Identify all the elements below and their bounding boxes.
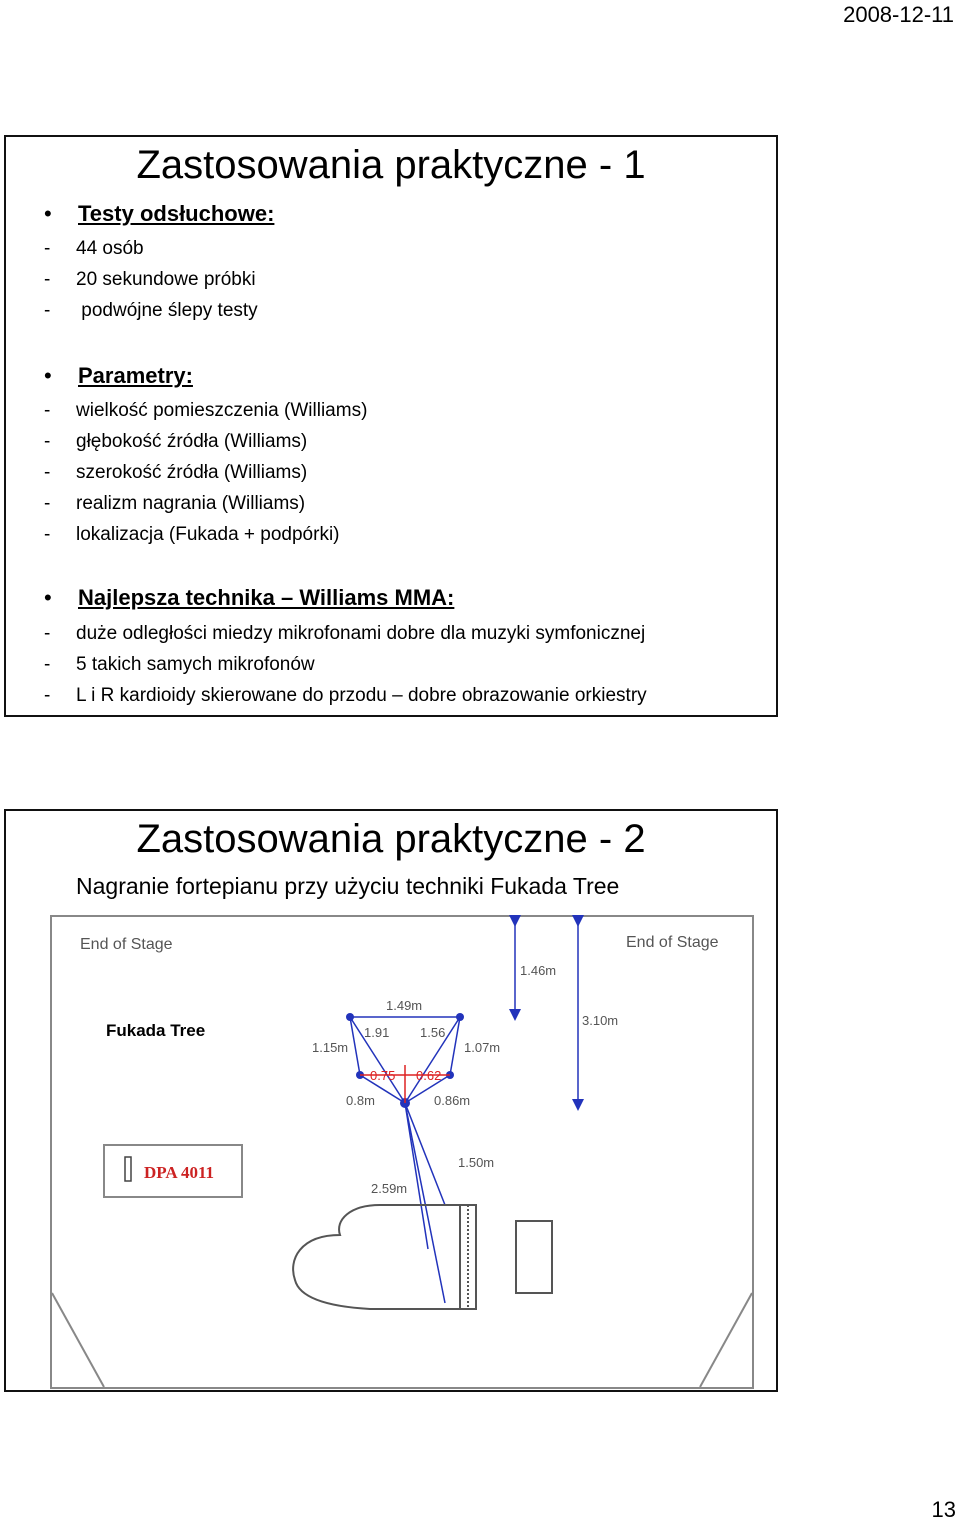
list-item: - wielkość pomieszczenia (Williams) xyxy=(44,400,368,421)
stage-corner-left xyxy=(52,1293,104,1387)
dim-107: 1.07m xyxy=(464,1040,501,1055)
dim-310: 3.10m xyxy=(582,1013,619,1028)
slide-2-subtitle: Nagranie fortepianu przy użyciu techniki Fukada Tree xyxy=(76,873,620,899)
stage-corner-right xyxy=(700,1293,752,1387)
dim-156: 1.56 xyxy=(420,1025,446,1040)
fukada-tree-label: Fukada Tree xyxy=(106,1021,206,1040)
section-list-tests xyxy=(44,233,258,326)
list-item: - realizm nagrania (Williams) xyxy=(44,493,306,514)
section-heading-tests: • Testy odsłuchowe: xyxy=(44,201,275,226)
dim-086: 0.86m xyxy=(434,1093,471,1108)
header-date: 2008-12-11 xyxy=(843,2,954,27)
page-number: 13 xyxy=(931,1497,956,1522)
list-item: - 44 osób xyxy=(44,238,144,259)
end-of-stage-left: End of Stage xyxy=(80,936,173,953)
dim-146: 1.46m xyxy=(520,963,557,978)
dim-115: 1.15m xyxy=(312,1040,349,1055)
dim-191: 1.91 xyxy=(364,1025,390,1040)
fukada-tree-diagram xyxy=(50,915,754,1389)
slide-1-title: Zastosowania praktyczne - 1 xyxy=(136,143,646,187)
list-item: - 20 sekundowe próbki xyxy=(44,269,256,290)
mic-icon xyxy=(125,1157,131,1181)
list-item: - lokalizacja (Fukada + podpórki) xyxy=(44,524,340,545)
section-list-parameters xyxy=(44,395,367,550)
grand-piano xyxy=(293,1205,552,1309)
section-heading-best-technique: • Najlepsza technika – Williams MMA: xyxy=(44,585,455,610)
list-item: - L i R kardioidy skierowane do przodu – dobre obrazowanie orkiestry xyxy=(44,685,647,706)
list-item: - głębokość źródła (Williams) xyxy=(44,431,308,452)
dim-062: 0.62 xyxy=(416,1068,442,1083)
fukada-tree-array xyxy=(350,1017,460,1303)
dim-08: 0.8m xyxy=(346,1093,375,1108)
list-item: - podwójne ślepy testy xyxy=(44,300,258,321)
list-item: - 5 takich samych mikrofonów xyxy=(44,654,315,675)
slide-2 xyxy=(4,809,778,1392)
dim-150: 1.50m xyxy=(458,1155,495,1170)
list-item: - szerokość źródła (Williams) xyxy=(44,462,308,483)
dim-149: 1.49m xyxy=(386,998,423,1013)
slide-2-title: Zastosowania praktyczne - 2 xyxy=(136,817,646,861)
section-list-best-technique xyxy=(44,618,647,711)
dpa-mic-box xyxy=(104,1145,242,1197)
list-item: - duże odległości miedzy mikrofonami dobre dla muzyki symfonicznej xyxy=(44,623,646,644)
section-heading-parameters: • Parametry: xyxy=(44,363,193,388)
mic-model-label: DPA 4011 xyxy=(144,1163,215,1182)
end-of-stage-right: End of Stage xyxy=(626,934,719,951)
dim-075: 0.75 xyxy=(370,1068,396,1083)
slide-1 xyxy=(4,135,778,717)
dim-259: 2.59m xyxy=(371,1181,408,1196)
